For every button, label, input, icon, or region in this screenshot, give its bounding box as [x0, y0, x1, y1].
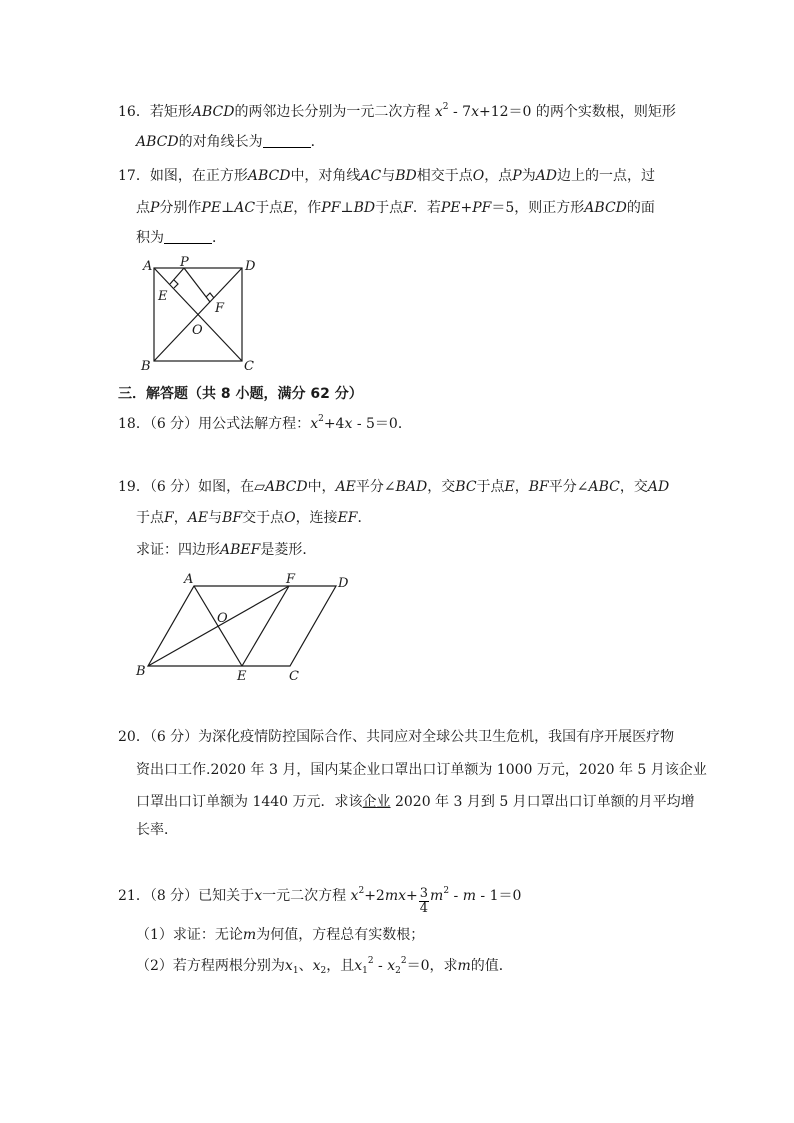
label-f: F	[286, 572, 296, 587]
q19-number: 19．	[118, 479, 150, 495]
fraction-three-quarters: $\frac{3}{4}$	[419, 886, 429, 916]
label-d: D	[245, 259, 256, 274]
label-e: E	[158, 289, 168, 304]
q18-number: 18．	[118, 416, 150, 432]
label-e: E	[237, 669, 247, 684]
label-c: C	[244, 359, 254, 374]
question-20-line-2: 资出口工作.2020 年 3 月，国内某企业口罩出口订单额为 1000 万元，2020 年 5 月该企业	[136, 762, 707, 778]
question-20-line-3: 口罩出口订单额为 1440 万元．求该企业 2020 年 3 月到 5 月口罩出口订单额的月平均增	[136, 794, 695, 810]
answer-blank[interactable]	[164, 229, 212, 244]
question-21: 21．（8 分）已知关于x一元二次方程 $x^2+2mx+$ $\frac{3}{4}$ $m^2 - m - 1=0$	[118, 886, 522, 916]
right-angle-mark-f	[206, 293, 214, 298]
question-17-line-1: 17．如图，在正方形ABCD中，对角线AC与BD相交于点O，点P为AD边上的一点，过	[118, 168, 656, 184]
label-p: P	[180, 256, 189, 270]
question-16-line-2: ABCD的对角线长为 ．	[136, 134, 325, 150]
label-c: C	[289, 669, 299, 684]
answer-blank[interactable]	[263, 133, 311, 148]
section-3-heading: 三．解答题（共 8 小题，满分 62 分）	[118, 386, 363, 402]
right-angle-mark-e	[174, 280, 178, 288]
question-16-line-1: 16．若矩形ABCD的两邻边长分别为一元二次方程 $x^2 - 7x+12=0$ 的两个实数根，则矩形	[118, 102, 676, 120]
label-o: O	[217, 611, 228, 626]
question-18: 18．（6 分）用公式法解方程：$x^2+4x - 5=0$．	[118, 414, 412, 432]
label-d: D	[338, 576, 349, 591]
label-b: B	[141, 359, 151, 374]
segment-pe	[170, 268, 184, 284]
q16-number: 16．	[118, 104, 150, 120]
segment-ef	[242, 586, 289, 666]
square-figure	[138, 256, 268, 374]
q21-number: 21．	[118, 888, 150, 904]
q20-number: 20．	[118, 729, 150, 745]
label-b: B	[136, 664, 146, 679]
question-17-line-2: 点P分别作PE⊥AC于点E，作PF⊥BD于点F．若PE+PF＝5，则正方形ABCD的面	[136, 200, 655, 216]
question-20-line-1: 20．（6 分）为深化疫情防控国际合作、共同应对全球公共卫生危机，我国有序开展医疗物	[118, 729, 675, 745]
question-21-part-1: （1）求证：无论m为何值，方程总有实数根；	[136, 927, 425, 943]
parallelogram-abcd	[148, 586, 336, 666]
question-21-part-2: （2）若方程两根分别为$x_1$、$x_2$，且$x_1^2 - x_2^2=0$，求m的值．	[136, 956, 513, 976]
parallelogram-figure	[132, 570, 362, 686]
label-a: A	[143, 259, 153, 274]
segment-bf	[148, 586, 289, 666]
label-f: F	[215, 301, 225, 316]
q17-number: 17．	[118, 168, 150, 184]
question-19-line-3: 求证：四边形ABEF是菱形．	[136, 542, 317, 558]
question-19-line-1: 19．（6 分）如图，在▱ABCD中，AE平分∠BAD，交BC于点E，BF平分∠ABC，交AD	[118, 479, 670, 495]
label-o: O	[192, 323, 203, 338]
question-19-line-2: 于点F，AE与BF交于点O，连接EF．	[136, 510, 372, 526]
label-a: A	[184, 572, 194, 587]
question-17-line-3: 积为 ．	[136, 230, 226, 246]
question-20-line-4: 长率．	[136, 822, 178, 838]
